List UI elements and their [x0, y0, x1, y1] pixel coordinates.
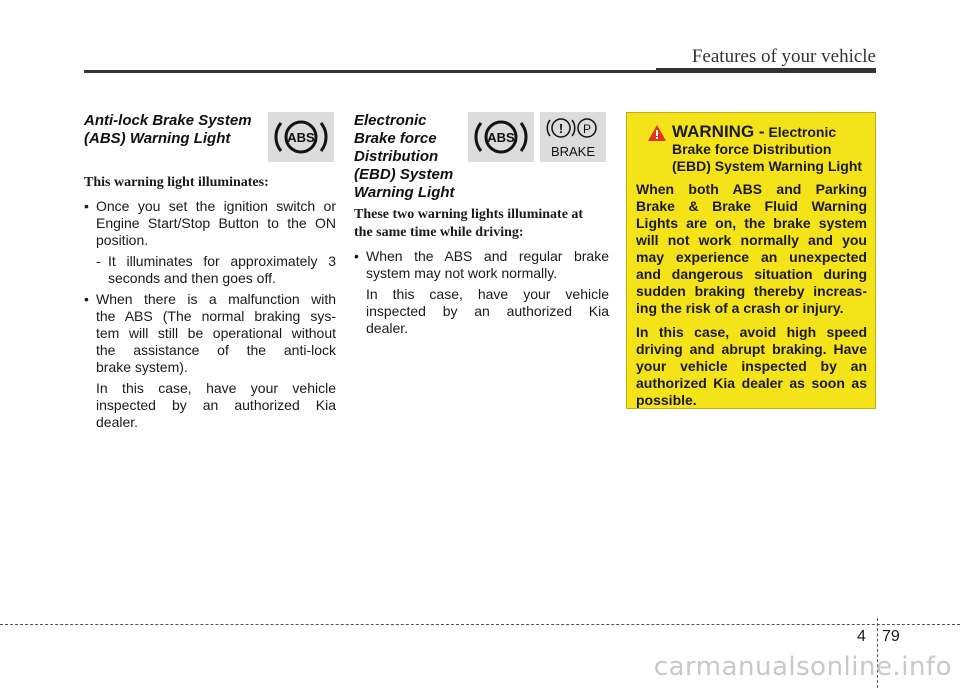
text-line: position. [96, 232, 149, 248]
footer-rule [0, 624, 960, 625]
text-line: inspected by an authorized Kia [366, 303, 609, 319]
svg-text:ABS: ABS [287, 130, 315, 145]
bullet-dot: • [84, 198, 89, 214]
header-rule [84, 70, 876, 73]
ebd-abs-icon-box [468, 112, 534, 162]
warning-title [672, 123, 862, 175]
brake-warning-icon [543, 114, 603, 160]
warning-title-line: Electronic [768, 124, 837, 140]
dash-marker: - [96, 253, 101, 269]
ebd-note [354, 286, 609, 337]
text-line: Engine Start/Stop Button to the ON [96, 215, 336, 231]
text-line: It illuminates for approximately 3 [108, 253, 336, 269]
svg-text:P: P [582, 122, 592, 136]
text-line: the assistance of the anti-lock [96, 342, 336, 358]
ebd-heading-line: Electronic [354, 112, 427, 129]
ebd-heading-line: Distribution [354, 148, 439, 165]
text-line: inspected by an authorized Kia [96, 397, 336, 413]
ebd-heading-line: Warning Light [354, 184, 455, 201]
brake-icon-box [540, 112, 606, 162]
abs-heading-line: (ABS) Warning Light [84, 130, 231, 147]
abs-bullet [84, 291, 336, 376]
text-line: system may not work normally. [366, 265, 558, 281]
abs-note [84, 380, 336, 431]
watermark: carmanualsonline.info [653, 652, 952, 682]
text-line: Once you set the ignition switch or [96, 198, 336, 214]
warning-header [636, 123, 867, 175]
text-line: When the ABS and regular brake [366, 248, 609, 264]
section-title: Features of your vehicle [691, 46, 876, 67]
ebd-heading-line: (EBD) System [354, 166, 454, 183]
svg-text:!: ! [558, 121, 564, 136]
bullet-dot: • [84, 291, 89, 307]
text-line: tem will still be operational without [96, 325, 336, 341]
abs-heading-line: Anti-lock Brake System [84, 112, 252, 129]
svg-text:ABS: ABS [487, 130, 515, 145]
text-line: dealer. [96, 414, 139, 430]
text-line: the ABS (The normal braking sys- [96, 308, 336, 324]
text-line: In this case, have your vehicle [366, 286, 609, 302]
warning-paragraph: When both ABS and Parking Brake & Brake Fluid Warning Lights are on, the brake system will not work normally and you may experience an unexpected and dangerous situation during sudden braking thereby increas-ing the risk of a crash or injury. [636, 181, 867, 316]
abs-icon-box [268, 112, 334, 162]
ebd-heading-line: Brake force [354, 130, 437, 147]
text-line: When there is a malfunction with [96, 291, 336, 307]
abs-warning-icon [473, 115, 529, 159]
text-line: In this case, have your vehicle [96, 380, 336, 396]
text-line: dealer. [366, 320, 409, 336]
warning-title-line: (EBD) System Warning Light [672, 158, 863, 174]
warning-label: WARNING - [672, 122, 765, 141]
page-number: 79 [882, 628, 900, 645]
text-line: brake system). [96, 359, 188, 375]
bullet-dot: • [354, 248, 359, 264]
warning-title-line: Brake force Distribution [672, 141, 832, 157]
svg-text:BRAKE: BRAKE [550, 144, 596, 159]
abs-intro: This warning light illuminates: [84, 175, 269, 190]
abs-bullet [84, 198, 336, 249]
text-line: the same time while driving: [354, 225, 524, 240]
abs-sub-item [84, 253, 336, 287]
text-line: seconds and then goes off. [108, 270, 276, 286]
warning-box [626, 112, 876, 409]
warning-triangle-icon [648, 125, 666, 141]
abs-warning-icon [273, 115, 329, 159]
text-line: These two warning lights illuminate at [354, 207, 584, 222]
ebd-bullet [354, 248, 609, 282]
warning-paragraph: In this case, avoid high speed driving and abrupt braking. Have your vehicle inspected by an authorized Kia dealer as soon as possible. [636, 324, 867, 408]
chapter-number: 4 [857, 628, 866, 645]
ebd-intro [354, 206, 609, 242]
